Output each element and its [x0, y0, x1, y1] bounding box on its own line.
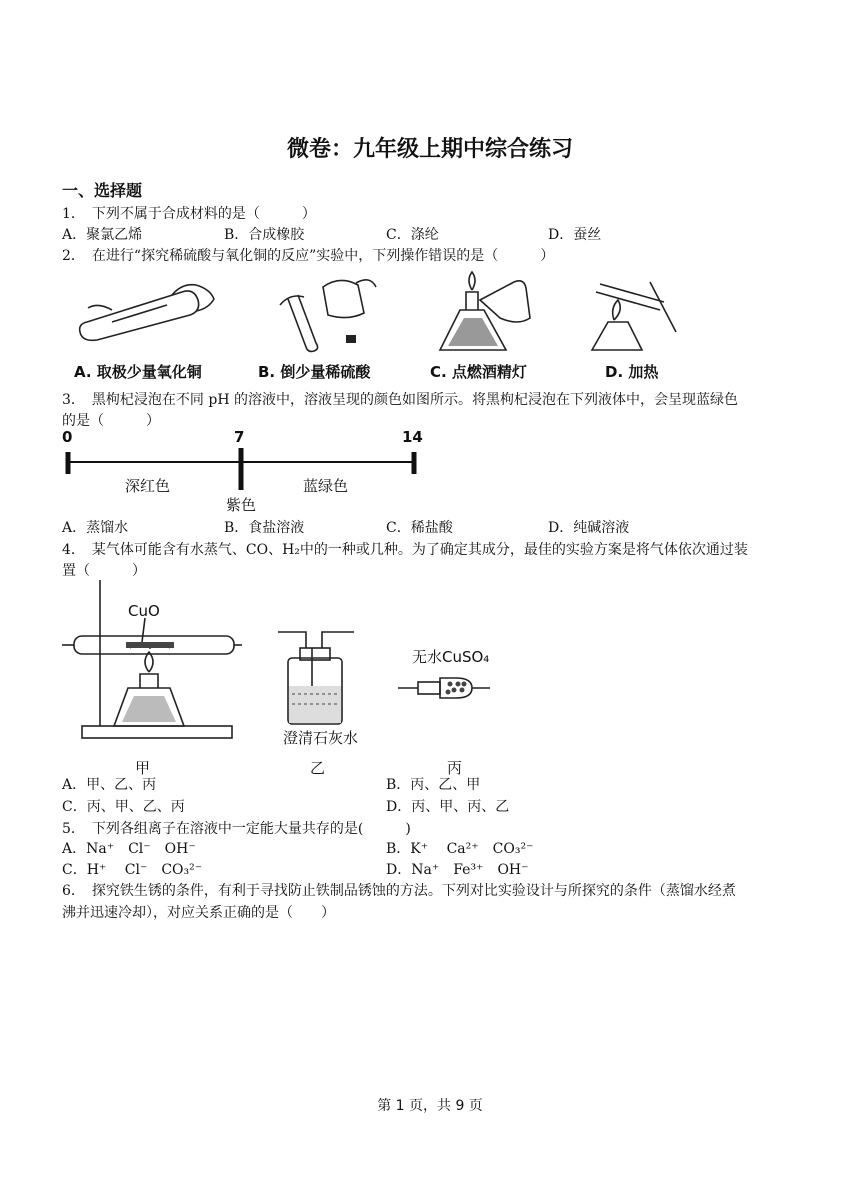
label-yi: 乙 — [310, 759, 326, 777]
q2-stem: 2． 在进行“探究稀硫酸与氧化铜的反应”实验中，下列操作错误的是（ ） — [62, 248, 555, 264]
label-lime-water: 澄清石灰水 — [283, 729, 359, 747]
label-jia: 甲 — [135, 759, 151, 777]
q5-option-b: B．K⁺ Ca²⁺ CO₃²⁻ — [386, 841, 534, 857]
q1-option-b: B．合成橡胶 — [224, 227, 305, 243]
q3-option-b: B．食盐溶液 — [224, 520, 305, 536]
q4-option-a: A．甲、乙、丙 — [62, 777, 157, 793]
apparatus-yi — [276, 628, 356, 728]
q3-stem-line2: 的是（ ） — [62, 413, 160, 429]
label-bing: 丙 — [447, 759, 463, 777]
q2-figure-a — [72, 270, 222, 350]
q1-stem: 1． 下列不属于合成材料的是（ ） — [62, 206, 316, 222]
q6-stem-line2: 沸并迅速冷却），对应关系正确的是（ ） — [62, 905, 335, 921]
ph-tick-14: 14 — [402, 428, 423, 446]
q4-option-c: C．丙、甲、乙、丙 — [62, 799, 185, 815]
q1-option-a: A．聚氯乙烯 — [62, 227, 143, 243]
page-title: 微卷：九年级上期中综合练习 — [286, 137, 573, 162]
q3-option-d: D．纯碱溶液 — [548, 520, 630, 536]
q4-option-d: D．丙、甲、丙、乙 — [386, 799, 510, 815]
q2-figure-d — [580, 262, 690, 357]
apparatus-bing — [398, 668, 498, 708]
q5-option-c: C．H⁺ Cl⁻ CO₃²⁻ — [62, 862, 203, 878]
q5-option-a: A．Na⁺ Cl⁻ OH⁻ — [62, 841, 196, 857]
q4-option-b: B．丙、乙、甲 — [386, 777, 481, 793]
q4-stem-line2: 置（ ） — [62, 563, 146, 579]
label-cuo: CuO — [128, 602, 160, 620]
q1-option-d: D．蚕丝 — [548, 227, 602, 243]
q3-stem-line1: 3． 黑枸杞浸泡在不同 pH 的溶液中，溶液呈现的颜色如图所示。将黑枸杞浸泡在下列液体中，会呈现蓝绿色 — [62, 392, 738, 408]
q2-caption-d: D. 加热 — [605, 363, 659, 381]
ph-label-blue-green: 蓝绿色 — [303, 477, 349, 495]
ph-label-deep-red: 深红色 — [125, 477, 171, 495]
q2-caption-a: A. 取极少量氧化铜 — [74, 363, 202, 381]
page-footer: 第 1 页，共 9 页 — [377, 1098, 483, 1114]
q4-stem-line1: 4． 某气体可能含有水蒸气、CO、H₂中的一种或几种。为了确定其成分，最佳的实验方案是将气体依次通过装 — [62, 542, 748, 558]
section-heading: 一、选择题 — [62, 181, 143, 200]
q5-stem: 5． 下列各组离子在溶液中一定能大量共存的是( ) — [62, 821, 411, 837]
q2-figure-c — [420, 262, 540, 357]
q2-figure-b — [268, 265, 383, 355]
q1-option-c: C．涤纶 — [386, 227, 439, 243]
ph-tick-0: 0 — [62, 428, 73, 446]
q6-stem-line1: 6． 探究铁生锈的条件，有利于寻找防止铁制品锈蚀的方法。下列对比实验设计与所探究的条件（蒸馏水经煮 — [62, 883, 736, 899]
label-cuso4: 无水CuSO₄ — [412, 648, 490, 666]
q5-option-d: D．Na⁺ Fe³⁺ OH⁻ — [386, 862, 529, 878]
q3-option-a: A．蒸馏水 — [62, 520, 129, 536]
q3-option-c: C．稀盐酸 — [386, 520, 453, 536]
ph-tick-7: 7 — [234, 428, 245, 446]
q2-caption-c: C. 点燃酒精灯 — [430, 363, 527, 381]
ph-label-purple: 紫色 — [226, 496, 257, 514]
q2-caption-b: B. 倒少量稀硫酸 — [258, 363, 371, 381]
